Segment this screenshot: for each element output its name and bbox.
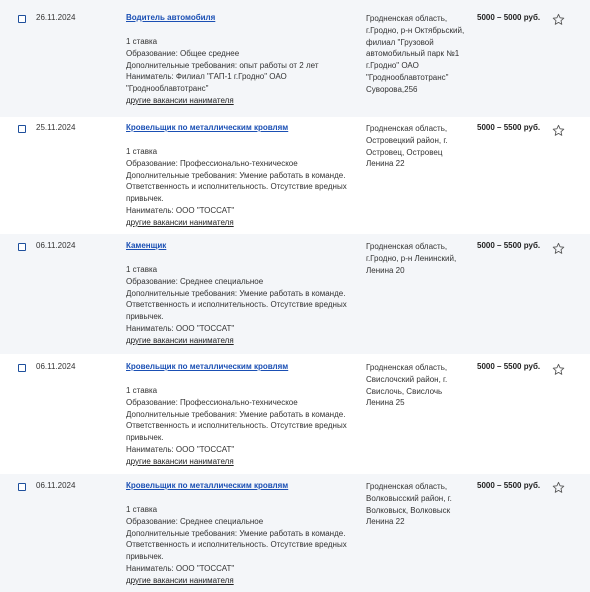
vacancy-details — [126, 504, 356, 587]
vacancy-address: Гродненская область, г.Гродно, р-н Ленинский, Ленина 20 — [366, 242, 457, 275]
vacancy-title-link[interactable]: Кровельщик по металлическим кровлям — [126, 481, 289, 490]
vacancy-requirements: Дополнительные требования: Умение работать в команде. Ответственность и исполнительность. Отсутствие вредных привычек. — [126, 170, 347, 204]
vacancy-employer: Наниматель: ООО "ТОССАТ" — [126, 444, 235, 454]
vacancy-rate: 1 ставка — [126, 386, 158, 395]
vacancy-details — [126, 385, 356, 468]
vacancy-salary: 5000 – 5500 руб. — [477, 481, 541, 490]
vacancy-title-link[interactable]: Водитель автомобиля — [126, 13, 216, 22]
vacancy-row — [0, 474, 590, 592]
other-vacancies-link[interactable]: другие вакансии нанимателя — [126, 456, 234, 466]
vacancy-salary: 5000 – 5500 руб. — [477, 123, 541, 132]
vacancy-row — [0, 0, 590, 117]
vacancy-date: 25.11.2024 — [36, 123, 76, 132]
vacancy-title-link[interactable]: Кровельщик по металлическим кровлям — [126, 362, 289, 371]
vacancy-address: Гродненская область, Волковысский район, г. Волковыск, Волковыск Ленина 22 — [366, 482, 452, 527]
vacancy-employer: Наниматель: ООО "ТОССАТ" — [126, 563, 235, 573]
vacancy-salary: 5000 – 5500 руб. — [477, 362, 541, 371]
vacancy-requirements: Дополнительные требования: Умение работать в команде. Ответственность и исполнительность. Отсутствие вредных привычек. — [126, 409, 347, 443]
vacancy-rate: 1 ставка — [126, 505, 158, 514]
vacancy-main — [126, 241, 356, 347]
star-icon[interactable] — [552, 13, 565, 26]
vacancy-employer: Наниматель: ООО "ТОССАТ" — [126, 205, 235, 215]
star-icon[interactable] — [552, 124, 565, 137]
vacancy-date: 06.11.2024 — [36, 241, 76, 250]
vacancy-main — [126, 123, 356, 229]
vacancy-address: Гродненская область, Островецкий район, г. Островец, Островец Ленина 22 — [366, 124, 448, 169]
other-vacancies-link[interactable]: другие вакансии нанимателя — [126, 575, 234, 585]
select-checkbox[interactable] — [18, 364, 26, 372]
vacancy-row — [0, 234, 590, 354]
vacancy-date: 06.11.2024 — [36, 362, 76, 371]
vacancy-details — [126, 264, 356, 347]
vacancy-rate: 1 ставка — [126, 147, 158, 156]
select-checkbox[interactable] — [18, 483, 26, 491]
vacancy-date: 06.11.2024 — [36, 481, 76, 490]
vacancy-address: Гродненская область, г.Гродно, р-н Октябрьский, филиал "Грузовой автомобильный парк №1 г.Гродно" ОАО "Гроднооблавтотранс" Суворова,256 — [366, 14, 465, 94]
vacancy-salary: 5000 – 5000 руб. — [477, 13, 541, 22]
select-checkbox[interactable] — [18, 243, 26, 251]
vacancy-details — [126, 36, 356, 107]
vacancy-date: 26.11.2024 — [36, 13, 76, 22]
vacancy-salary: 5000 – 5500 руб. — [477, 241, 541, 250]
vacancy-education: Образование: Профессионально-техническое — [126, 397, 298, 407]
vacancy-requirements: Дополнительные требования: Умение работать в команде. Ответственность и исполнительность. Отсутствие вредных привычек. — [126, 528, 347, 562]
vacancy-requirements: Дополнительные требования: Умение работать в команде. Ответственность и исполнительность. Отсутствие вредных привычек. — [126, 288, 347, 322]
vacancy-address: Гродненская область, Свислочский район, г. Свислочь, Свислочь Ленина 25 — [366, 363, 448, 408]
vacancy-row — [0, 354, 590, 474]
vacancy-details — [126, 146, 356, 229]
star-icon[interactable] — [552, 363, 565, 376]
star-icon[interactable] — [552, 242, 565, 255]
select-checkbox[interactable] — [18, 125, 26, 133]
vacancy-education: Образование: Общее среднее — [126, 48, 240, 58]
vacancy-requirements: Дополнительные требования: опыт работы от 2 лет — [126, 60, 319, 70]
star-icon[interactable] — [552, 481, 565, 494]
other-vacancies-link[interactable]: другие вакансии нанимателя — [126, 217, 234, 227]
vacancy-employer: Наниматель: Филиал "ГАП-1 г.Гродно" ОАО "Гроднооблавтотранс" — [126, 72, 287, 94]
vacancy-rate: 1 ставка — [126, 37, 158, 46]
vacancy-employer: Наниматель: ООО "ТОССАТ" — [126, 323, 235, 333]
other-vacancies-link[interactable]: другие вакансии нанимателя — [126, 335, 234, 345]
vacancy-main — [126, 362, 356, 468]
vacancy-rate: 1 ставка — [126, 265, 158, 274]
vacancy-main — [126, 13, 356, 107]
vacancy-title-link[interactable]: Кровельщик по металлическим кровлям — [126, 123, 289, 132]
vacancy-title-link[interactable]: Каменщик — [126, 241, 167, 250]
vacancy-row — [0, 117, 590, 234]
vacancy-education: Образование: Среднее специальное — [126, 276, 264, 286]
vacancy-education: Образование: Среднее специальное — [126, 516, 264, 526]
other-vacancies-link[interactable]: другие вакансии нанимателя — [126, 95, 234, 105]
vacancy-education: Образование: Профессионально-техническое — [126, 158, 298, 168]
select-checkbox[interactable] — [18, 15, 26, 23]
vacancy-main — [126, 481, 356, 587]
